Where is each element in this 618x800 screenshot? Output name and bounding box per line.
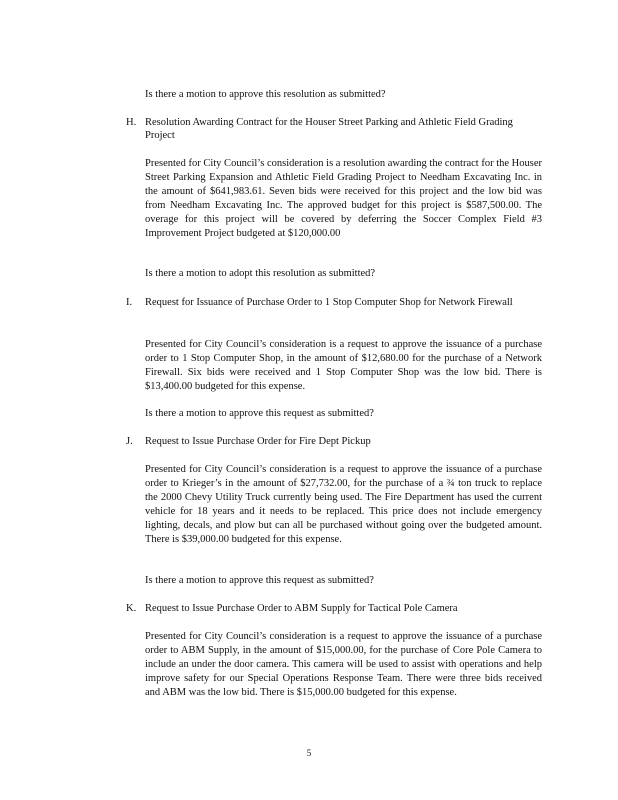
page-number: 5	[306, 748, 312, 758]
item-k-letter: K.	[126, 603, 137, 614]
item-i-title: Request for Issuance of Purchase Order to 1 Stop Computer Shop for Network Firewall	[145, 297, 513, 308]
item-j-letter: J.	[126, 436, 133, 447]
item-h-body: Presented for City Council’s consideration is a resolution awarding the contract for the Houser Street Parking Expansion and Athletic Field Grading Project to Needham Excavating Inc. in the amount of $641,983.61. Seven bids were received for this project and the low bid was from Needham Excavating Inc. The approved budget for this project is $587,500.00. The overage for this project will be covered by deferring the Soccer Complex Field #3 Improvement Project budgeted at $120,000.00	[145, 158, 542, 239]
item-j-body: Presented for City Council’s consideration is a request to approve the issuance of a purchase order to Krieger’s in the amount of $27,732.00, for the purchase of a ¾ ton truck to replace the 2000 Chevy Utility Truck currently being used. The Fire Department has used the current vehicle for 18 years and it needs to be replaced. This price does not include emergency lighting, decals, and plow but can all be purchased without going over the budgeted amount. There is $39,000.00 budgeted for this expense.	[145, 464, 542, 545]
item-h-title: Resolution Awarding Contract for the Houser Street Parking and Athletic Field Grading Project	[145, 117, 513, 141]
item-j-title: Request to Issue Purchase Order for Fire Dept Pickup	[145, 436, 371, 447]
item-k-title: Request to Issue Purchase Order to ABM Supply for Tactical Pole Camera	[145, 603, 458, 614]
item-i-question: Is there a motion to approve this request as submitted?	[145, 408, 374, 419]
item-i-body: Presented for City Council’s consideration is a request to approve the issuance of a purchase order to 1 Stop Computer Shop, in the amount of $12,680.00 for the purchase of a Network Firewall. Six bids were received and 1 Stop Computer Shop was the low bid. There is $13,400.00 budgeted for this expense.	[145, 339, 542, 392]
intro-question: Is there a motion to approve this resolution as submitted?	[145, 89, 386, 100]
item-h-question: Is there a motion to adopt this resolution as submitted?	[145, 268, 376, 279]
item-j-question: Is there a motion to approve this request as submitted?	[145, 575, 374, 586]
item-k-body: Presented for City Council’s consideration is a request to approve the issuance of a purchase order to ABM Supply, in the amount of $15,000.00, for the purchase of Core Pole Camera to include an under the door camera. This camera will be used to assist with operations and help improve safety for our Special Operations Response Team. There were three bids received and ABM was the low bid. There is $15,000.00 budgeted for this expense.	[145, 631, 542, 698]
item-h-letter: H.	[126, 117, 137, 128]
item-i-letter: I.	[126, 297, 133, 308]
